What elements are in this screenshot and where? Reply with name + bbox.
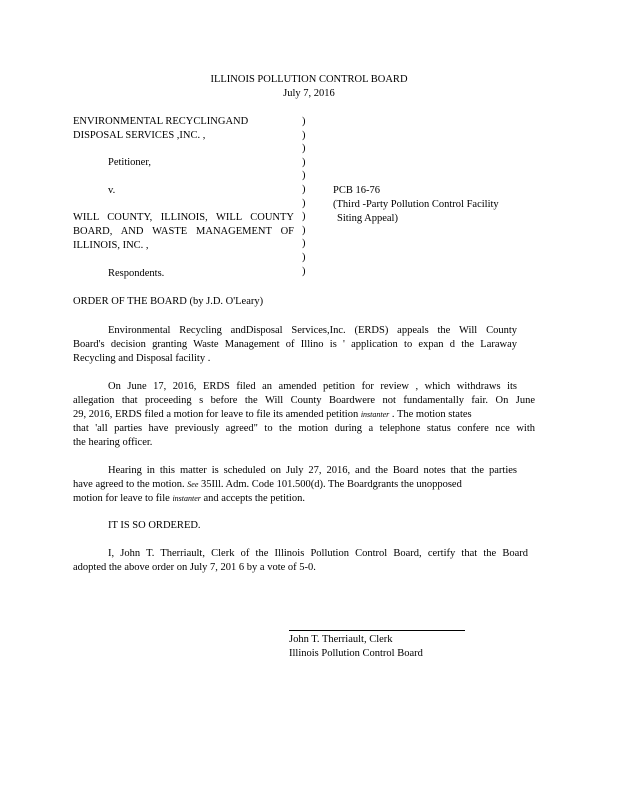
so-ordered: IT IS SO ORDERED.	[108, 520, 201, 531]
agency-title: ILLINOIS POLLUTION CONTROL BOARD	[210, 74, 408, 85]
caption-parenthesis-column: ) ) ) ) ) ) ) ) ) ) ) )	[302, 116, 306, 277]
signature-line	[289, 630, 465, 631]
para2-line1: On June 17, 2016, ERDS filed an amended petition for review , which withdraws its	[108, 381, 517, 392]
para1-line3: Recycling and Disposal facility .	[73, 353, 211, 364]
para3-line2: have agreed to the motion. See 35Ill. Adm. Code 101.500(d). The Boardgrants the unopposed	[73, 479, 462, 490]
respondent-name-line2: BOARD, AND WASTE MANAGEMENT OF	[73, 226, 294, 237]
respondent-name-line3: ILLINOIS, INC. ,	[73, 240, 149, 251]
signatory-name: John T. Therriault, Clerk	[289, 634, 393, 645]
para2-line5: the hearing officer.	[73, 437, 153, 448]
petitioner-role: Petitioner,	[108, 157, 152, 168]
petitioner-name-line1: ENVIRONMENTAL RECYCLINGAND	[73, 116, 249, 127]
case-description-line1: (Third -Party Pollution Control Facility	[333, 199, 499, 210]
para2-line2: allegation that proceeding s before the Will County Boardwere not fundamentally fair. On June	[73, 395, 535, 406]
certification-line2: adopted the above order on July 7, 201 6 by a vote of 5-0.	[73, 562, 316, 573]
para3-line1: Hearing in this matter is scheduled on July 27, 2016, and the Board notes that the parties	[108, 465, 517, 476]
order-date: July 7, 2016	[283, 88, 335, 99]
signatory-title: Illinois Pollution Control Board	[289, 648, 423, 659]
respondent-role: Respondents.	[108, 268, 165, 279]
case-description-line2: Siting Appeal)	[337, 213, 398, 224]
para1-line2: Board's decision granting Waste Management of Illino is ' application to expan d the Laraway	[73, 339, 517, 350]
versus-label: v.	[108, 185, 116, 196]
order-heading: ORDER OF THE BOARD (by J.D. O'Leary)	[73, 296, 264, 307]
para3-line3: motion for leave to file instanter and accepts the petition.	[73, 493, 305, 504]
certification-line1: I, John T. Therriault, Clerk of the Illinois Pollution Control Board, certify that the Board	[108, 548, 528, 559]
petitioner-name-line2: DISPOSAL SERVICES ,INC. ,	[73, 130, 206, 141]
respondent-name-line1: WILL COUNTY, ILLINOIS, WILL COUNTY	[73, 212, 294, 223]
case-number: PCB 16-76	[333, 185, 380, 196]
para1-line1: Environmental Recycling andDisposal Services,Inc. (ERDS) appeals the Will County	[108, 325, 517, 336]
para2-line3: 29, 2016, ERDS filed a motion for leave to file its amended petition instanter . The motion states	[73, 409, 472, 420]
para2-line4: that 'all parties have previously agreed" to the motion during a telephone status confere nce with	[73, 423, 535, 434]
